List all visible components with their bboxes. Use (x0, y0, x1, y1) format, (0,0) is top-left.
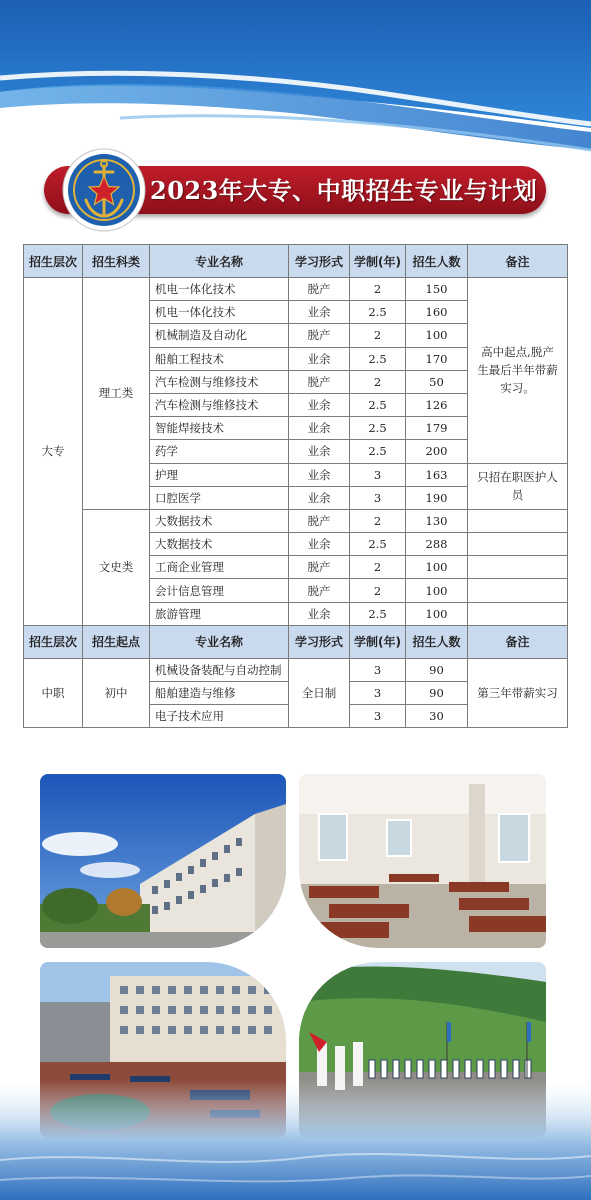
major-cell: 电子技术应用 (150, 705, 289, 728)
form-cell: 业余 (289, 347, 350, 370)
column-header: 专业名称 (150, 625, 289, 658)
table-row (24, 278, 568, 301)
column-header: 学习形式 (289, 625, 350, 658)
major-cell: 机电一体化技术 (150, 301, 289, 324)
count-cell: 190 (406, 486, 468, 509)
column-header: 学制(年) (350, 245, 406, 278)
column-header: 学习形式 (289, 245, 350, 278)
top-wave-banner (0, 0, 591, 160)
campus-building-photo (40, 774, 286, 948)
count-cell: 150 (406, 278, 468, 301)
level-cell: 大专 (24, 278, 83, 626)
years-cell: 2 (350, 556, 406, 579)
years-cell: 3 (350, 463, 406, 486)
column-header: 招生人数 (406, 625, 468, 658)
column-header: 备注 (468, 625, 568, 658)
count-cell: 100 (406, 324, 468, 347)
years-cell: 2.5 (350, 301, 406, 324)
table-header-row (24, 245, 568, 278)
form-cell: 业余 (289, 440, 350, 463)
major-cell: 旅游管理 (150, 602, 289, 625)
years-cell: 2 (350, 509, 406, 532)
form-cell: 脱产 (289, 324, 350, 347)
form-cell: 业余 (289, 301, 350, 324)
form-cell: 脱产 (289, 370, 350, 393)
count-cell: 288 (406, 533, 468, 556)
form-cell: 脱产 (289, 278, 350, 301)
table-row (24, 509, 568, 532)
level-cell: 中职 (24, 658, 83, 728)
major-cell: 药学 (150, 440, 289, 463)
count-cell: 100 (406, 602, 468, 625)
years-cell: 2.5 (350, 602, 406, 625)
major-cell: 口腔医学 (150, 486, 289, 509)
years-cell: 2.5 (350, 440, 406, 463)
count-cell: 200 (406, 440, 468, 463)
years-cell: 2.5 (350, 347, 406, 370)
column-header: 招生科类 (83, 245, 150, 278)
note-cell (468, 556, 568, 579)
major-cell: 工商企业管理 (150, 556, 289, 579)
bottom-water-background (0, 1080, 591, 1200)
column-header: 学制(年) (350, 625, 406, 658)
count-cell: 179 (406, 417, 468, 440)
count-cell: 170 (406, 347, 468, 370)
form-cell: 脱产 (289, 509, 350, 532)
count-cell: 100 (406, 556, 468, 579)
category-cell: 文史类 (83, 509, 150, 625)
note-cell (468, 533, 568, 556)
major-cell: 船舶工程技术 (150, 347, 289, 370)
major-cell: 船舶建造与维修 (150, 682, 289, 705)
form-cell: 业余 (289, 486, 350, 509)
major-cell: 机械制造及自动化 (150, 324, 289, 347)
years-cell: 2 (350, 579, 406, 602)
table-row (24, 658, 568, 681)
enrollment-plan-table (23, 244, 568, 728)
note-cell (468, 509, 568, 532)
count-cell: 50 (406, 370, 468, 393)
years-cell: 2 (350, 324, 406, 347)
column-header: 备注 (468, 245, 568, 278)
count-cell: 160 (406, 301, 468, 324)
years-cell: 2.5 (350, 393, 406, 416)
navy-emblem-icon (62, 148, 146, 232)
count-cell: 130 (406, 509, 468, 532)
major-cell: 汽车检测与维修技术 (150, 393, 289, 416)
count-cell: 90 (406, 658, 468, 681)
years-cell: 3 (350, 486, 406, 509)
years-cell: 2.5 (350, 533, 406, 556)
form-cell: 全日制 (289, 658, 350, 728)
years-cell: 3 (350, 658, 406, 681)
major-cell: 会计信息管理 (150, 579, 289, 602)
form-cell: 脱产 (289, 556, 350, 579)
column-header: 招生起点 (83, 625, 150, 658)
note-cell (468, 602, 568, 625)
major-cell: 汽车检测与维修技术 (150, 370, 289, 393)
form-cell: 业余 (289, 602, 350, 625)
form-cell: 业余 (289, 533, 350, 556)
column-header: 招生层次 (24, 625, 83, 658)
major-cell: 大数据技术 (150, 509, 289, 532)
table-header-row (24, 625, 568, 658)
column-header: 专业名称 (150, 245, 289, 278)
count-cell: 163 (406, 463, 468, 486)
page-title: 2023年大专、中职招生专业与计划 (150, 176, 538, 205)
note-cell: 只招在职医护人员 (468, 463, 568, 509)
years-cell: 2 (350, 370, 406, 393)
column-header: 招生层次 (24, 245, 83, 278)
count-cell: 90 (406, 682, 468, 705)
years-cell: 3 (350, 682, 406, 705)
major-cell: 护理 (150, 463, 289, 486)
column-header: 招生人数 (406, 245, 468, 278)
years-cell: 3 (350, 705, 406, 728)
form-cell: 脱产 (289, 579, 350, 602)
classroom-photo (299, 774, 546, 948)
category-cell: 理工类 (83, 278, 150, 510)
years-cell: 2.5 (350, 417, 406, 440)
major-cell: 智能焊接技术 (150, 417, 289, 440)
form-cell: 业余 (289, 463, 350, 486)
start-cell: 初中 (83, 658, 150, 728)
note-cell (468, 579, 568, 602)
count-cell: 30 (406, 705, 468, 728)
form-cell: 业余 (289, 417, 350, 440)
form-cell: 业余 (289, 393, 350, 416)
major-cell: 机械设备装配与自动控制 (150, 658, 289, 681)
count-cell: 100 (406, 579, 468, 602)
years-cell: 2 (350, 278, 406, 301)
note-cell: 高中起点,脱产生最后半年带薪实习。 (468, 278, 568, 464)
note-cell: 第三年带薪实习 (468, 658, 568, 728)
major-cell: 大数据技术 (150, 533, 289, 556)
count-cell: 126 (406, 393, 468, 416)
major-cell: 机电一体化技术 (150, 278, 289, 301)
